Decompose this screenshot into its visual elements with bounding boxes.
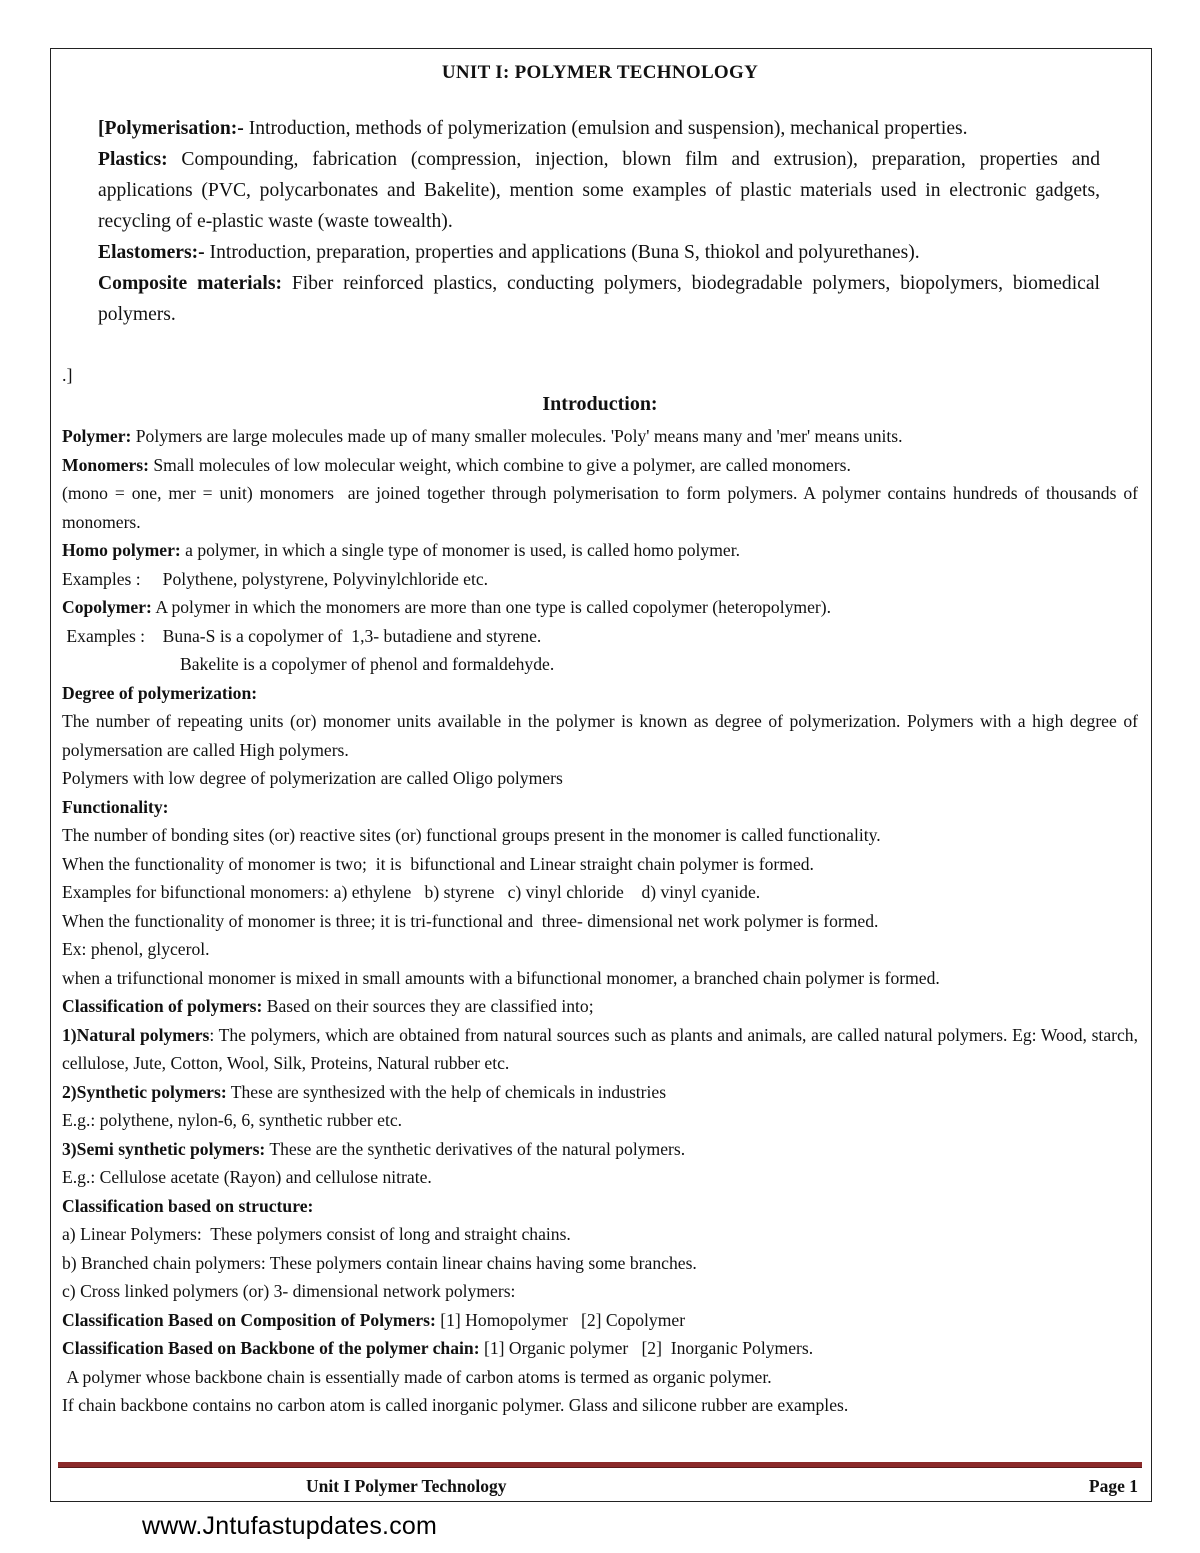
body-line	[62, 707, 1143, 764]
page-number: Page 1	[1088, 1476, 1138, 1496]
body-line	[62, 992, 1138, 1021]
line-text: When the functionality of monomer is two; it is bifunctional and Linear straight chain polymer is formed.	[62, 853, 814, 874]
line-text: Based on their sources they are classified into;	[262, 996, 594, 1016]
body-line	[62, 422, 1138, 451]
syllabus-item	[98, 268, 1100, 330]
syllabus-item-head: [Polymerisation:-	[98, 118, 244, 139]
body-line	[62, 935, 1138, 964]
body-line	[62, 1163, 1138, 1192]
line-text: Examples : Buna-S is a copolymer of 1,3- butadiene and styrene.	[62, 625, 542, 646]
body-line	[62, 622, 1138, 651]
syllabus-item-text: Compounding, fabrication (compression, injection, blown film and extrusion), preparation, properties and applications (PVC, polycarbonates and Bakelite), mention some examples of plastic materials used in electronic gadgets, recycling of e-plastic waste (waste towealth).	[98, 149, 1100, 232]
term-label: 2)Synthetic polymers:	[62, 1081, 227, 1102]
line-text: The number of repeating units (or) monomer units available in the polymer is known as degree of polymerization. Polymers with a high degree of polymersation are called High polymers.	[62, 711, 1143, 760]
footer-rule	[58, 1462, 1142, 1468]
body-line	[62, 793, 1138, 822]
body-line	[62, 821, 1138, 850]
body-line	[62, 650, 1138, 679]
body-line	[62, 536, 1138, 565]
body-line	[62, 1306, 1138, 1335]
line-text: Bakelite is a copolymer of phenol and formaldehyde.	[180, 654, 555, 674]
line-text: Small molecules of low molecular weight, which combine to give a polymer, are called monomers.	[148, 454, 851, 475]
syllabus-block	[98, 113, 1100, 330]
body-line	[62, 850, 1138, 879]
term-label: Classification Based on Backbone of the polymer chain:	[62, 1338, 480, 1358]
body-line	[62, 1277, 1138, 1306]
body-line	[62, 565, 1138, 594]
syllabus-item	[98, 144, 1100, 237]
term-label: Classification Based on Composition of Polymers:	[62, 1309, 436, 1330]
line-text: Ex: phenol, glycerol.	[62, 939, 210, 959]
body-line	[62, 764, 1138, 793]
line-text: [1] Organic polymer [2] Inorganic Polymers.	[479, 1338, 814, 1358]
body-line	[62, 1334, 1138, 1363]
line-text: A polymer whose backbone chain is essentially made of carbon atoms is termed as organic polymer.	[62, 1366, 772, 1387]
syllabus-item	[98, 113, 1100, 144]
term-label: 3)Semi synthetic polymers:	[62, 1138, 266, 1159]
line-text: Polymers are large molecules made up of many smaller molecules. 'Poly' means many and 'mer' means units.	[131, 426, 903, 446]
body-line	[62, 1192, 1138, 1221]
syllabus-item-text: Introduction, methods of polymerization (emulsion and suspension), mechanical properties.	[243, 118, 968, 139]
body-line	[62, 479, 1143, 536]
bracket-end: .]	[62, 365, 73, 385]
term-label: Monomers:	[62, 454, 149, 475]
footer-title: Unit I Polymer Technology	[306, 1476, 507, 1496]
line-text: a) Linear Polymers: These polymers consist of long and straight chains.	[62, 1224, 571, 1244]
line-text: These are synthesized with the help of chemicals in industries	[226, 1081, 667, 1102]
line-text: Examples for bifunctional monomers: a) ethylene b) styrene c) vinyl chloride d) vinyl cyanide.	[62, 882, 761, 902]
term-label: Homo polymer:	[62, 540, 181, 560]
line-text: E.g.: polythene, nylon-6, 6, synthetic rubber etc.	[62, 1110, 403, 1130]
line-text: (mono = one, mer = unit) monomers are joined together through polymerisation to form polymers. A polymer contains hundreds of thousands of monomers.	[62, 483, 1143, 532]
body-line	[62, 1391, 1138, 1420]
line-text: Examples : Polythene, polystyrene, Polyvinylchloride etc.	[62, 568, 489, 589]
line-text: A polymer in which the monomers are more than one type is called copolymer (heteropolymer).	[151, 597, 832, 617]
page-footer	[58, 1476, 1142, 1500]
body-line	[62, 679, 1138, 708]
line-text: If chain backbone contains no carbon atom is called inorganic polymer. Glass and silicone rubber are examples.	[62, 1395, 849, 1415]
term-label: 1)Natural polymers	[62, 1024, 210, 1045]
term-label: Classification based on structure:	[62, 1195, 314, 1216]
term-label: Degree of polymerization:	[62, 682, 258, 703]
body-line	[62, 1021, 1143, 1078]
line-text: Polymers with low degree of polymerization are called Oligo polymers	[62, 768, 563, 788]
body-text	[62, 422, 1143, 1420]
line-text: when a trifunctional monomer is mixed in small amounts with a bifunctional monomer, a branched chain polymer is formed.	[62, 967, 940, 988]
body-line	[62, 1249, 1138, 1278]
body-line	[62, 1078, 1138, 1107]
term-label: Copolymer:	[62, 597, 152, 617]
body-line	[62, 1135, 1138, 1164]
page-title: UNIT I: POLYMER TECHNOLOGY	[441, 62, 759, 83]
term-label: Polymer:	[62, 426, 132, 446]
section-heading: Introduction:	[542, 393, 658, 415]
body-line	[62, 1106, 1138, 1135]
term-label: Classification of polymers:	[62, 996, 263, 1016]
body-line	[62, 1363, 1138, 1392]
line-text: [1] Homopolymer [2] Copolymer	[435, 1309, 686, 1330]
syllabus-item-head: Elastomers:-	[98, 242, 205, 263]
line-text: : The polymers, which are obtained from natural sources such as plants and animals, are called natural polymers. Eg: Wood, starch, cellulose, Jute, Cotton, Wool, Silk, Proteins, Natural rubber etc.	[62, 1024, 1143, 1073]
body-line	[62, 964, 1138, 993]
line-text: b) Branched chain polymers: These polymers contain linear chains having some branches.	[62, 1252, 697, 1273]
line-text: These are the synthetic derivatives of the natural polymers.	[265, 1138, 686, 1159]
line-text: The number of bonding sites (or) reactive sites (or) functional groups present in the monomer is called functionality.	[62, 825, 881, 845]
body-line	[62, 451, 1138, 480]
body-line	[62, 593, 1138, 622]
website-url: www.Jntufastupdates.com	[142, 1512, 438, 1540]
line-text: E.g.: Cellulose acetate (Rayon) and cellulose nitrate.	[62, 1167, 432, 1187]
syllabus-item-text: Fiber reinforced plastics, conducting polymers, biodegradable polymers, biopolymers, biomedical polymers.	[98, 273, 1100, 325]
syllabus-item-head: Composite materials:	[98, 273, 282, 294]
term-label: Functionality:	[62, 796, 169, 817]
body-line	[62, 907, 1138, 936]
body-line	[62, 878, 1138, 907]
body-line	[62, 1220, 1138, 1249]
syllabus-item-head: Plastics:	[98, 149, 168, 170]
syllabus-item	[98, 237, 1100, 268]
line-text: a polymer, in which a single type of monomer is used, is called homo polymer.	[180, 540, 740, 560]
line-text: c) Cross linked polymers (or) 3- dimensional network polymers:	[62, 1281, 516, 1301]
line-text: When the functionality of monomer is three; it is tri-functional and three- dimensional net work polymer is formed.	[62, 910, 879, 931]
syllabus-item-text: Introduction, preparation, properties and applications (Buna S, thiokol and polyurethanes).	[204, 242, 920, 263]
